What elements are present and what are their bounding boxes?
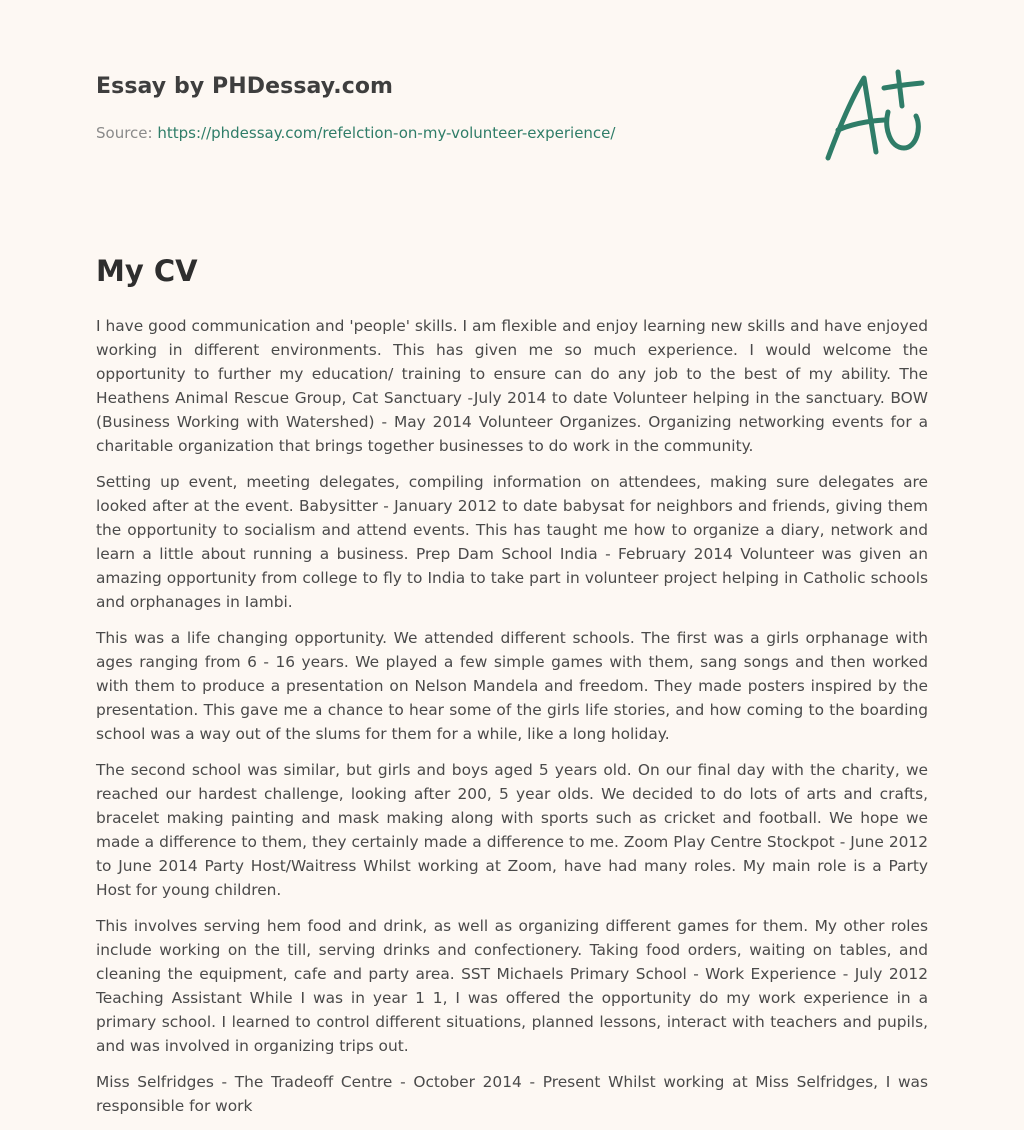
a-plus-logo-icon xyxy=(818,66,930,166)
essay-paragraph: This was a life changing opportunity. We attended different schools. The first was a girls orphanage with ages ranging from 6 - 16 years. We played a few simple games with them, sang songs and then worked with them to produce a presentation on Nelson Mandela and freedom. They made posters inspired by the presentation. This gave me a chance to hear some of the girls life stories, and how coming to the boarding school was a way out of the slums for them for a while, like a long holiday. xyxy=(96,629,928,743)
site-title: Essay by PHDessay.com xyxy=(96,74,394,99)
essay-paragraph: I have good communication and 'people' skills. I am flexible and enjoy learning new skills and have enjoyed working in different environments. This has given me so much experience. I would welcome the opportunity to further my education/ training to ensure can do any job to the best of my ability. The Heathens Animal Rescue Group, Cat Sanctuary -July 2014 to date Volunteer helping in the sanctuary. BOW (Business Working with Watershed) - May 2014 Volunteer Organizes. Organizing networking events for a charitable organization that brings together businesses to do work in the community. xyxy=(96,317,928,455)
source-link[interactable]: https://phdessay.com/refelction-on-my-volunteer-experience/ xyxy=(157,124,616,142)
source-label: Source: xyxy=(96,124,153,142)
essay-paragraph: Miss Selfridges - The Tradeoff Centre - October 2014 - Present Whilst working at Miss Selfridges, I was responsible for work xyxy=(96,1073,928,1115)
essay-title: My CV xyxy=(96,254,198,288)
essay-paragraph: This involves serving hem food and drink, as well as organizing different games for them. My other roles include working on the till, serving drinks and confectionery. Taking food orders, waiting on tables, and cleaning the equipment, cafe and party area. SST Michaels Primary School - Work Experience - July 2012 Teaching Assistant While I was in year 1 1, I was offered the opportunity do my work experience in a primary school. I learned to control different situations, planned lessons, interact with teachers and pupils, and was involved in organizing trips out. xyxy=(96,917,928,1055)
source-line xyxy=(96,124,615,142)
essay-paragraph: The second school was similar, but girls and boys aged 5 years old. On our final day with the charity, we reached our hardest challenge, looking after 200, 5 year olds. We decided to do lots of arts and crafts, bracelet making painting and mask making along with sports such as cricket and football. We hope we made a difference to them, they certainly made a difference to me. Zoom Play Centre Stockpot - June 2012 to June 2014 Party Host/Waitress Whilst working at Zoom, have had many roles. My main role is a Party Host for young children. xyxy=(96,761,928,899)
essay-paragraph: Setting up event, meeting delegates, compiling information on attendees, making sure delegates are looked after at the event. Babysitter - January 2012 to date babysat for neighbors and friends, giving them the opportunity to socialism and attend events. This has taught me how to organize a diary, network and learn a little about running a business. Prep Dam School India - February 2014 Volunteer was given an amazing opportunity from college to fly to India to take part in volunteer project helping in Catholic schools and orphanages in Iambi. xyxy=(96,473,928,611)
essay-body xyxy=(96,314,928,1130)
